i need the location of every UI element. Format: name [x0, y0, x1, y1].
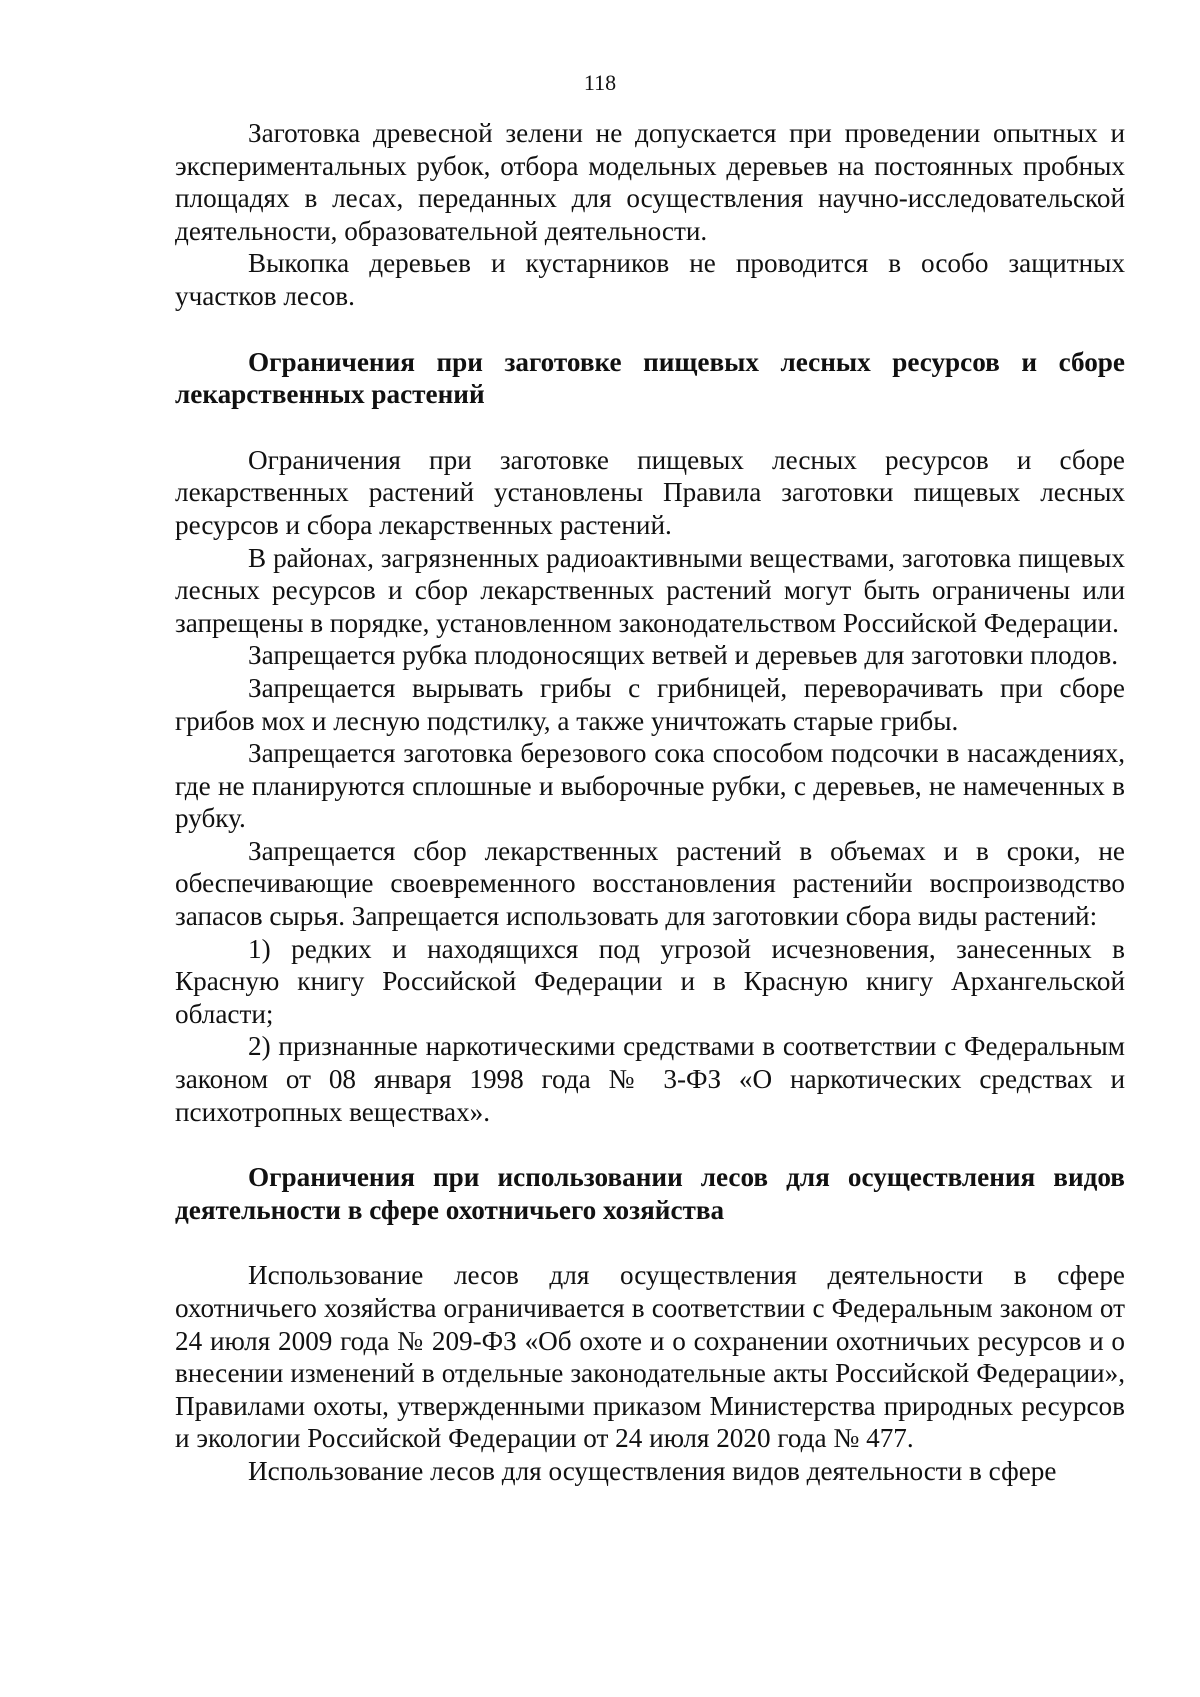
page-number: 118 — [583, 70, 617, 95]
paragraph: Запрещается заготовка березового сока способом подсочки в насаждениях, где не планируются сплошные и выборочные рубки, с деревьев, не намеченных в рубку. — [175, 738, 1125, 834]
section-heading: Ограничения при использовании лесов для осуществления видов деятельности в сфере охотничьего хозяйства — [175, 1162, 1125, 1225]
paragraph: Ограничения при заготовке пищевых лесных ресурсов и сборе лекарственных растений установлены Правила заготовки пищевых лесных ресурсов и сбора лекарственных растений. — [175, 444, 1125, 540]
page-content — [175, 117, 1125, 1488]
paragraph: Использование лесов для осуществления видов деятельности в сфере — [248, 1455, 1057, 1486]
paragraph: Запрещается сбор лекарственных растений в объемах и в сроки, не обеспечивающие своевременного восстановления растенийи воспроизводство запасов сырья. Запрещается использовать для заготовкии сбора виды растений: — [175, 835, 1125, 932]
paragraph: Использование лесов для осуществления деятельности в сфере охотничьего хозяйства ограничивается в соответствии с Федеральным законом от 24 июля 2009 года № 209-ФЗ «Об охоте и о сохранении охотничьих ресурсов и о внесении изменений в отдельные законодательные акты Российской Федерации», Правилами охоты, утвержденными приказом Министерства природных ресурсов и экологии Российской Федерации от 24 июля 2020 года № 477. — [175, 1260, 1125, 1454]
paragraph: Выкопка деревьев и кустарников не проводится в особо защитных участков лесов. — [175, 248, 1125, 311]
section-heading: Ограничения при заготовке пищевых лесных ресурсов и сборе лекарственных растений — [175, 346, 1125, 410]
paragraph: Запрещается вырывать грибы с грибницей, переворачивать при сборе грибов мох и лесную подстилку, а также уничтожать старые грибы. — [175, 672, 1125, 736]
list-item: 1) редких и находящихся под угрозой исчезновения, занесенных в Красную книгу Российской Федерации и в Красную книгу Архангельской области; — [175, 933, 1125, 1029]
paragraph: Заготовка древесной зелени не допускается при проведении опытных и экспериментальных рубок, отбора модельных деревьев на постоянных пробных площадях в лесах, переданных для осуществления научно-исследовательской деятельности, образовательной деятельности. — [175, 118, 1125, 246]
paragraph: В районах, загрязненных радиоактивными веществами, заготовка пищевых лесных ресурсов и сбор лекарственных растений могут быть ограничены или запрещены в порядке, установленном законодательством Российской Федерации. — [175, 542, 1125, 638]
list-item: 2) признанные наркотическими средствами в соответствии с Федеральным законом от 08 января 1998 года № 3-ФЗ «О наркотических средствах и психотропных веществах». — [175, 1031, 1125, 1127]
paragraph: Запрещается рубка плодоносящих ветвей и деревьев для заготовки плодов. — [248, 640, 1119, 671]
